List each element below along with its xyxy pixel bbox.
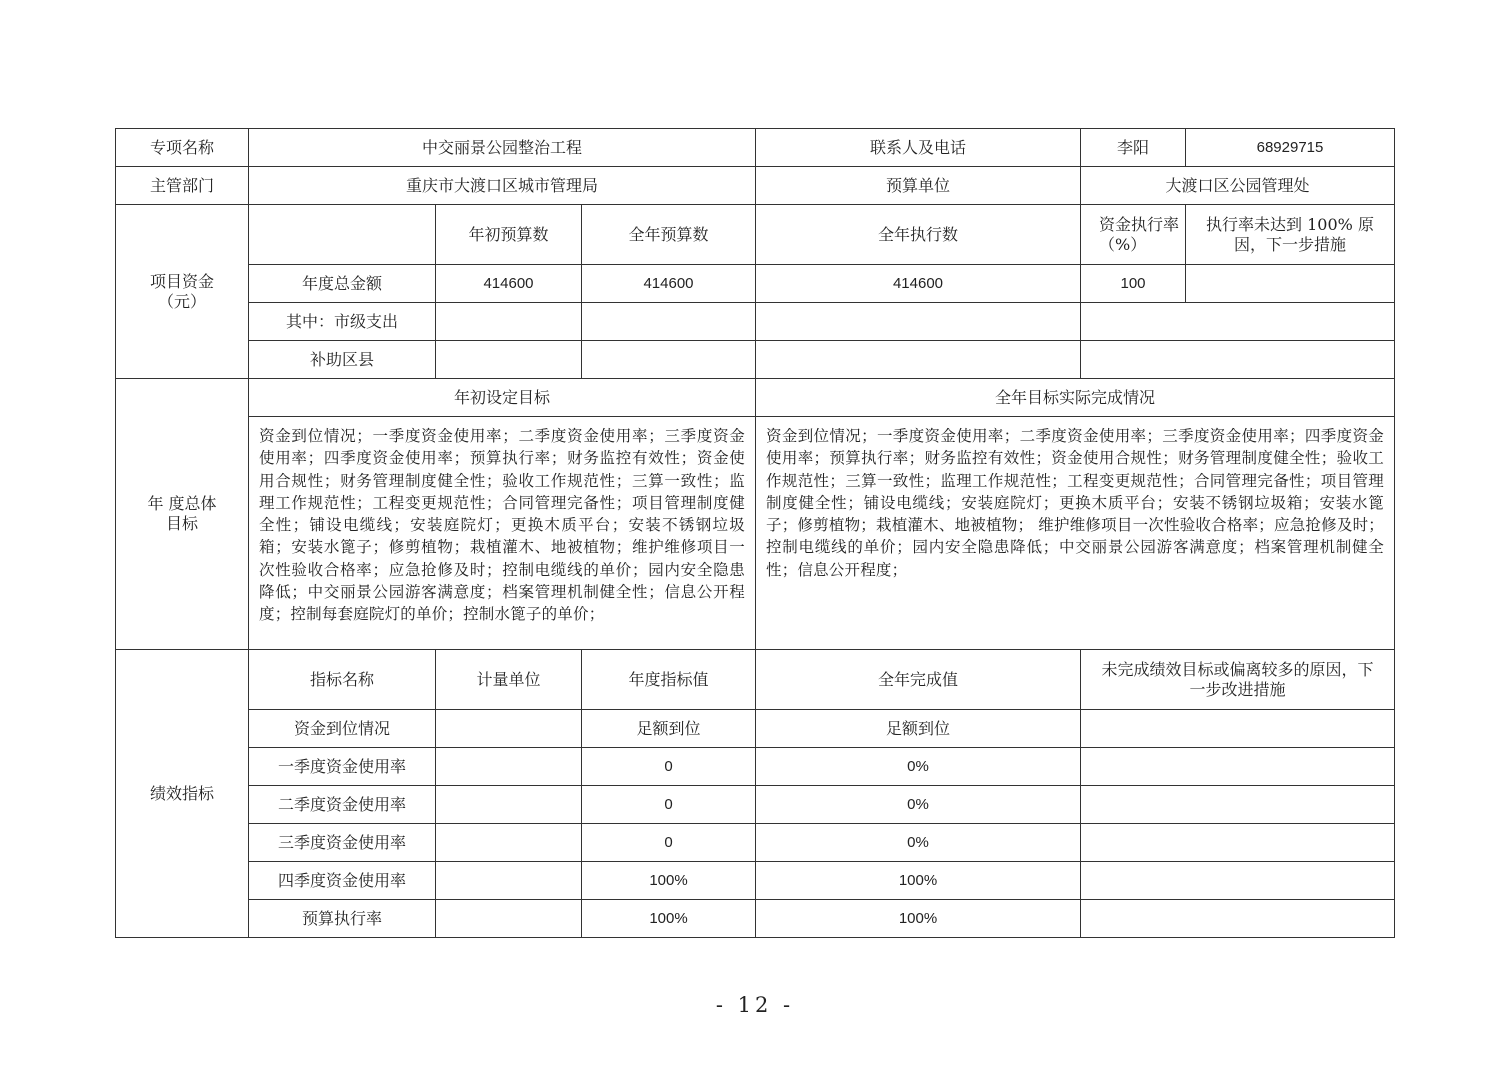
funds-row-full-year: 414600 <box>582 265 756 303</box>
col-indicator-unit: 计量单位 <box>436 650 582 710</box>
col-indicator-name: 指标名称 <box>249 650 436 710</box>
actual-goal-text: 资金到位情况；一季度资金使用率；二季度资金使用率；三季度资金使用率；四季度资金使用率；预算执行率；财务监控有效性；资金使用合规性；财务管理制度健全性；验收工作规范性；三算一致性；监理工作规范性；工程变更规范性；合同管理完备性；项目管理制度健全性；铺设电缆线；安装庭院灯；更换木质平台；安装不锈钢垃圾箱；安装水篦子；修剪植物；栽植灌木、地被植物； 维护维修项目一次性验收合格率；应急抢修及时；控制电缆线的单价；园内安全隐患降低；中交丽景公园游客满意度；档案管理机制健全性；信息公开程度； <box>756 417 1395 650</box>
budget-unit-name: 大渡口区公园管理处 <box>1081 167 1395 205</box>
funds-row-initial <box>436 341 582 379</box>
funds-row <box>116 265 1395 303</box>
indicator-name: 二季度资金使用率 <box>249 786 436 824</box>
indicator-unit <box>436 900 582 938</box>
goals-section-label <box>116 379 249 650</box>
performance-table <box>115 128 1395 938</box>
funds-row-rate <box>1081 341 1395 379</box>
goals-content-row <box>116 417 1395 650</box>
funds-row-initial: 414600 <box>436 265 582 303</box>
funds-row-full-year <box>582 303 756 341</box>
indicator-reason <box>1081 710 1395 748</box>
indicator-reason <box>1081 748 1395 786</box>
col-indicator-target: 年度指标值 <box>582 650 756 710</box>
project-name: 中交丽景公园整治工程 <box>249 129 756 167</box>
funds-header-row <box>116 205 1395 265</box>
page-number: - 12 - <box>715 993 795 1017</box>
indicator-actual: 100% <box>756 900 1081 938</box>
indicator-target: 100% <box>582 900 756 938</box>
indicator-reason <box>1081 862 1395 900</box>
indicator-target: 0 <box>582 786 756 824</box>
funds-row-executed <box>756 341 1081 379</box>
col-set-goal: 年初设定目标 <box>249 379 756 417</box>
col-initial-budget: 年初预算数 <box>436 205 582 265</box>
col-full-year-budget: 全年预算数 <box>582 205 756 265</box>
col-executed: 全年执行数 <box>756 205 1081 265</box>
indicators-section-label: 绩效指标 <box>116 650 249 938</box>
indicator-name: 预算执行率 <box>249 900 436 938</box>
indicator-reason <box>1081 824 1395 862</box>
dept-name: 重庆市大渡口区城市管理局 <box>249 167 756 205</box>
budget-unit-label: 预算单位 <box>756 167 1081 205</box>
funds-row-executed: 414600 <box>756 265 1081 303</box>
funds-row-full-year <box>582 341 756 379</box>
indicator-reason <box>1081 900 1395 938</box>
funds-row-label: 补助区县 <box>249 341 436 379</box>
contact-label: 联系人及电话 <box>756 129 1081 167</box>
indicator-actual: 0% <box>756 786 1081 824</box>
indicator-row <box>116 900 1395 938</box>
indicator-unit <box>436 786 582 824</box>
col-exec-rate <box>1081 205 1186 265</box>
contact-name: 李阳 <box>1081 129 1186 167</box>
contact-phone: 68929715 <box>1186 129 1395 167</box>
indicator-row <box>116 748 1395 786</box>
funds-row-executed <box>756 303 1081 341</box>
funds-row-initial <box>436 303 582 341</box>
funds-row-reason <box>1186 265 1395 303</box>
col-actual-goal: 全年目标实际完成情况 <box>756 379 1395 417</box>
indicator-reason <box>1081 786 1395 824</box>
funds-row-label: 其中：市级支出 <box>249 303 436 341</box>
goals-header-row <box>116 379 1395 417</box>
indicator-name: 资金到位情况 <box>249 710 436 748</box>
indicator-target: 0 <box>582 824 756 862</box>
funds-section-text: 项目资金（元） <box>149 271 214 311</box>
indicator-row <box>116 786 1395 824</box>
col-indicator-reason <box>1081 650 1395 710</box>
indicator-target: 100% <box>582 862 756 900</box>
col-rate-reason <box>1186 205 1395 265</box>
col-rate-reason-text: 执行率未达到 100% 原因，下一步措施 <box>1206 214 1374 254</box>
project-label: 专项名称 <box>116 129 249 167</box>
project-row <box>116 129 1395 167</box>
indicator-unit <box>436 748 582 786</box>
indicator-name: 三季度资金使用率 <box>249 824 436 862</box>
set-goal-text: 资金到位情况；一季度资金使用率；二季度资金使用率；三季度资金使用率；四季度资金使用率；预算执行率；财务监控有效性；资金使用合规性；财务管理制度健全性；验收工作规范性；三算一致性；监理工作规范性；工程变更规范性；合同管理完备性；项目管理制度健全性；铺设电缆线；安装庭院灯；更换木质平台；安装不锈钢垃圾箱；安装水篦子；修剪植物；栽植灌木、地被植物；维护维修项目一次性验收合格率；应急抢修及时；控制电缆线的单价；园内安全隐患降低；中交丽景公园游客满意度；档案管理机制健全性；信息公开程度；控制每套庭院灯的单价；控制水篦子的单价； <box>249 417 756 650</box>
indicator-unit <box>436 862 582 900</box>
indicators-header-row <box>116 650 1395 710</box>
funds-row-rate: 100 <box>1081 265 1186 303</box>
indicator-target: 足额到位 <box>582 710 756 748</box>
funds-row <box>116 341 1395 379</box>
indicator-unit <box>436 710 582 748</box>
col-exec-rate-text: 资金执行率（%） <box>1099 214 1180 254</box>
indicator-name: 一季度资金使用率 <box>249 748 436 786</box>
funds-section-label <box>116 205 249 379</box>
funds-blank-header <box>249 205 436 265</box>
indicator-actual: 0% <box>756 748 1081 786</box>
indicator-actual: 100% <box>756 862 1081 900</box>
funds-row-label: 年度总金额 <box>249 265 436 303</box>
indicator-name: 四季度资金使用率 <box>249 862 436 900</box>
dept-row <box>116 167 1395 205</box>
indicator-actual: 0% <box>756 824 1081 862</box>
indicator-row <box>116 824 1395 862</box>
dept-label: 主管部门 <box>116 167 249 205</box>
indicator-target: 0 <box>582 748 756 786</box>
indicator-row <box>116 710 1395 748</box>
goals-section-text: 年 度总体目标 <box>147 494 217 533</box>
funds-row <box>116 303 1395 341</box>
indicator-unit <box>436 824 582 862</box>
indicator-row <box>116 862 1395 900</box>
indicator-actual: 足额到位 <box>756 710 1081 748</box>
funds-row-rate <box>1081 303 1395 341</box>
col-indicator-actual: 全年完成值 <box>756 650 1081 710</box>
col-indicator-reason-text: 未完成绩效目标或偏离较多的原因，下一步改进措施 <box>1101 659 1374 699</box>
